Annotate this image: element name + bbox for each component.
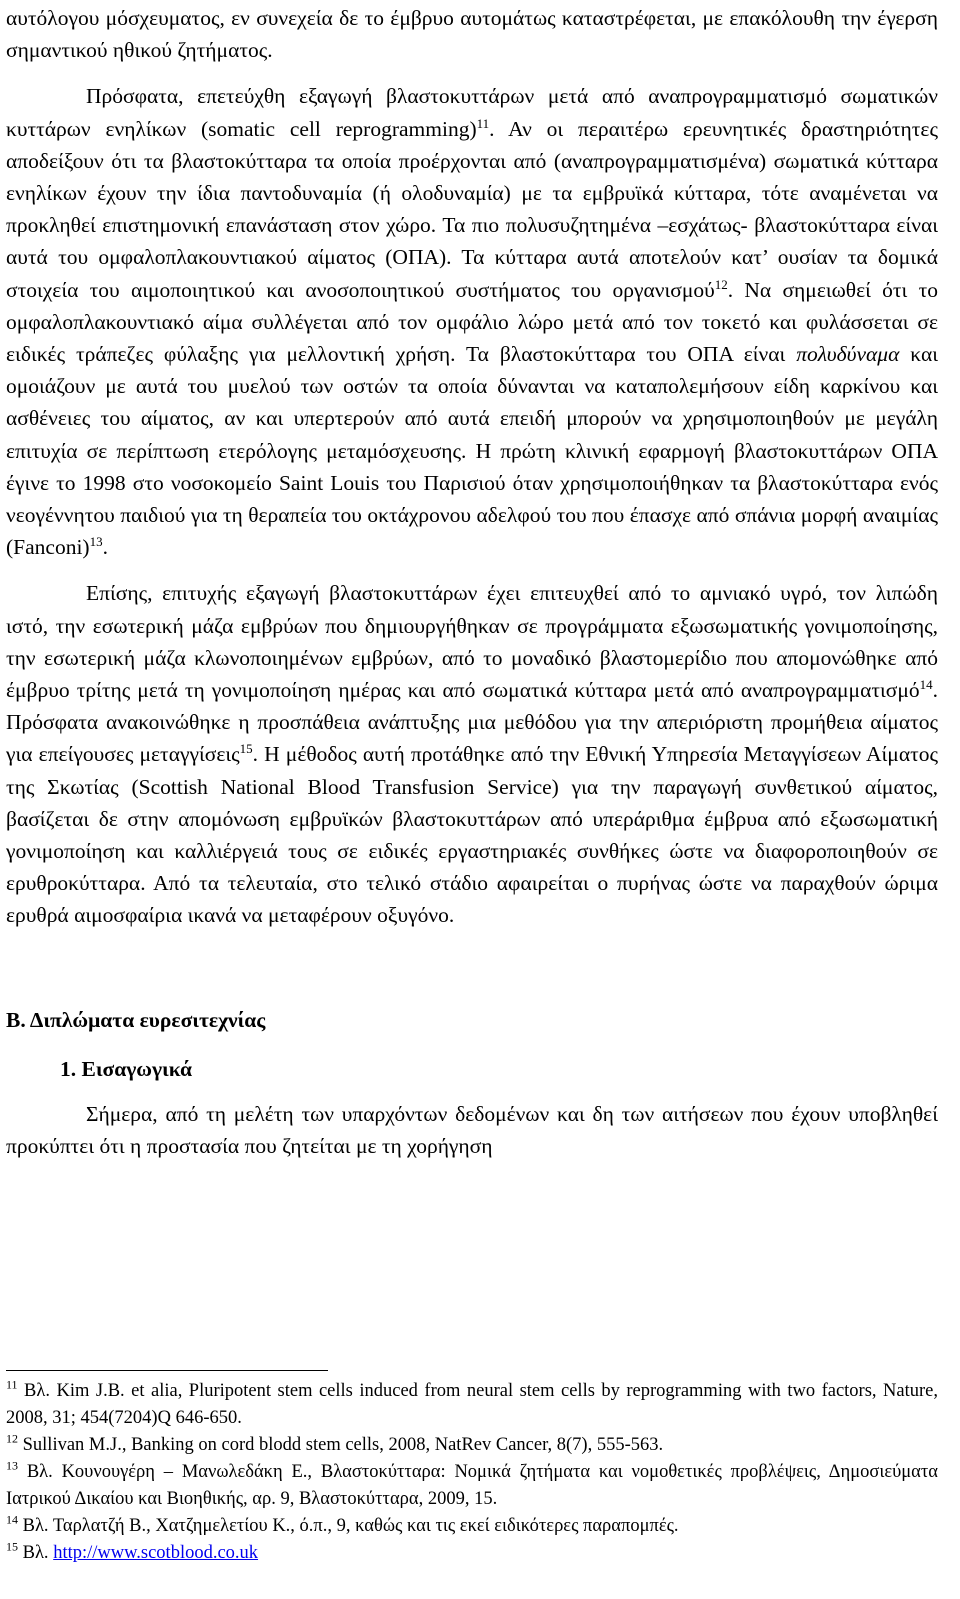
paragraph-text: και ομοιάζουν με αυτά του μυελού των οστών τα οποία δύνανται να καταπολεμήσουν είδη καρκίνου και ασθένειες του αίματος, αν και υπερτερούν από αυτά επειδή μπορούν να χρησιμοποιηθούν με μεγάλη επιτυχία σε περίπτωση ετερόλογης μεταμόσχευσης. Η πρώτη κλινική εφαρμογή βλαστοκυττάρων ΟΠΑ έγινε το 1998 στο νοσοκομείο Saint Louis του Παρισιού όταν χρησιμοποιήθηκαν τα βλαστοκύτταρα ενός νεογέννητου παιδιού για τη θεραπεία του οκτάχρονου αδελφού του που έπασχε από σπάνια μορφή αναιμίας (Fanconi) (6, 342, 938, 560)
footnote-ref-14[interactable]: 14 (919, 677, 933, 693)
footnote-ref-11[interactable]: 11 (476, 115, 490, 131)
italic-term: πολυδύναμα (796, 342, 900, 367)
paragraph-somatic-reprogramming (6, 80, 938, 563)
document-page (6, 0, 938, 1162)
footnotes (6, 1378, 938, 1567)
footnote-11 (6, 1378, 938, 1432)
paragraph-introduction: Σήμερα, από τη μελέτη των υπαρχόντων δεδομένων και δη των αιτήσεων που έχουν υποβληθεί προκύπτει ότι η προστασία που ζητείται με τη χορήγηση (6, 1101, 938, 1158)
footnote-15 (6, 1540, 938, 1567)
paragraph-text: . Πρόσφατα ανακοινώθηκε η προσπάθεια ανάπτυξης μια μεθόδου για την απεριόριστη προμήθεια αίματος για επείγουσες μεταγγίσεις (6, 678, 938, 767)
subsection-heading: 1. Εισαγωγικά (60, 1056, 193, 1081)
footnote-ref-12[interactable]: 12 (714, 276, 728, 292)
paragraph-continued: αυτόλογου μόσχευματος, εν συνεχεία δε το έμβρυο αυτομάτως καταστρέφεται, με επακόλουθη την έγερση σημαντικού ηθικού ζητήματος. (6, 6, 938, 63)
footnote-number: 12 (6, 1431, 18, 1446)
paragraph-text: Πρόσφατα, επετεύχθη εξαγωγή βλαστοκυττάρων μετά από αναπρογραμματισμό σωματικών κυττάρων ενηλίκων (somatic cell reprogramming) (6, 84, 938, 141)
footnote-number: 15 (6, 1539, 18, 1554)
footnote-text: Βλ. (18, 1543, 54, 1563)
paragraph-text: . Να σημειωθεί ότι το ομφαλοπλακουντιακό αίμα συλλέγεται από τον ομφάλιο λώρο μετά από τον τοκετό και φυλάσσεται σε ειδικές τράπεζες φύλαξης για μελλοντική χρήση. Τα βλαστοκύτταρα του ΟΠΑ είναι (6, 277, 939, 367)
footnote-13 (6, 1459, 938, 1513)
footnote-ref-15[interactable]: 15 (239, 741, 253, 757)
paragraph-text: . Η μέθοδος αυτή προτάθηκε από την Εθνική Υπηρεσία Μεταγγίσεων Αίματος της Σκωτίας (Scottish National Blood Transfusion Service) για την παραγωγή συνθετικού αίματος, βασίζεται δε στην απομόνωση εμβρυϊκών βλαστοκυττάρων από υπεράριθμα έμβρυα από εξωσωματική γονιμοποίηση και καλλιέργειά τους σε ειδικές εργαστηριακές συνθήκες ώστε να διαφοροποιηθούν σε ερυθροκύτταρα. Από τα τελευταία, στο τελικό στάδιο αφαιρείται ο πυρήνας ώστε να παραχθούν ώριμα ερυθρά αιμοσφαίρια ικανά να μεταφέρουν οξυγόνο. (6, 742, 938, 928)
footnote-number: 11 (6, 1377, 18, 1392)
footnote-text: Βλ. Ταρλατζή Β., Χατζημελετίου Κ., ό.π., 9, καθώς και τις εκεί ειδικότερες παραπομπές. (18, 1516, 679, 1536)
footnote-separator (6, 1370, 328, 1371)
paragraph-text: . Αν οι περαιτέρω ερευνητικές δραστηριότητες αποδείξουν ότι τα βλαστοκύτταρα τα οποία προέρχονται από (αναπρογραμματισμένα) σωματικά κύτταρα ενηλίκων έχουν την ίδια παντοδυναμία (ή ολοδυναμία) με τα εμβρυϊκά κύτταρα, τότε αναμένεται να προκληθεί επιστημονική επανάσταση στον χώρο. Τα πιο πολυσυζητημένα –εσχάτως- βλαστοκύτταρα είναι αυτά του ομφαλοπλακουντιακού αίματος (ΟΠΑ). Τα κύτταρα αυτά αποτελούν κατ’ ουσίαν τα δομικά στοιχεία του αιμοποιητικού και ανοσοποιητικού συστήματος του οργανισμού (6, 116, 938, 302)
footnote-text: Sullivan M.J., Banking on cord blodd stem cells, 2008, NatRev Cancer, 8(7), 555-563. (18, 1435, 664, 1455)
scotblood-link[interactable]: http://www.scotblood.co.uk (53, 1543, 259, 1563)
paragraph-text: Επίσης, επιτυχής εξαγωγή βλαστοκυττάρων έχει επιτευχθεί από το αμνιακό υγρό, τον λιπώδη ιστό, την εσωτερική μάζα εμβρύων που δημιουργήθηκαν σε προγράμματα εξωσωματικής γονιμοποίησης, την εσωτερική μάζα κλωνοποιημένων εμβρύων, από το μοναδικό βλαστομερίδιο που απομονώθηκε από έμβρυο τρίτης μετά τη γονιμοποίηση ημέρας και από σωματικά κύτταρα μετά από αναπρογραμματισμό (6, 581, 938, 703)
footnote-12 (6, 1432, 938, 1459)
paragraph-other-sources (6, 577, 938, 931)
footnote-number: 13 (6, 1458, 18, 1473)
footnote-text: Βλ. Kim J.B. et alia, Pluripotent stem cells induced from neural stem cells by reprogramming with two factors, Nature, 2008, 31; 454(7204)Q 646-650. (6, 1381, 938, 1428)
footnote-14 (6, 1513, 938, 1540)
footnote-text: Βλ. Κουνουγέρη – Μανωλεδάκη Ε., Βλαστοκύτταρα: Νομικά ζητήματα και νομοθετικές προβλέψεις, Δημοσιεύματα Ιατρικού Δικαίου και Βιοηθικής, αρ. 9, Βλαστοκύτταρα, 2009, 15. (6, 1462, 938, 1509)
footnote-number: 14 (6, 1512, 18, 1527)
footnote-ref-13[interactable]: 13 (89, 534, 103, 550)
paragraph-text: . (102, 535, 108, 560)
section-heading: Β. Διπλώματα ευρεσιτεχνίας (6, 1007, 266, 1032)
